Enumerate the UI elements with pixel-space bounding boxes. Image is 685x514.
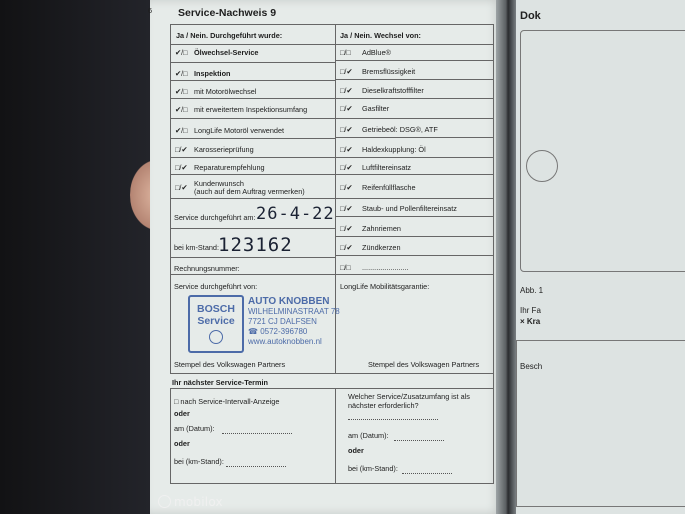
label-other: ....................... <box>362 263 409 272</box>
checkbox-karosserie[interactable]: □/✔ <box>175 145 188 154</box>
watermark: mobilox <box>158 495 223 509</box>
stamp-name: AUTO KNOBBEN <box>248 296 330 307</box>
bosch-logo-icon <box>209 330 223 344</box>
label-gasfilter: Gasfilter <box>362 104 390 113</box>
checkbox-bremsfluessigkeit[interactable]: □/✔ <box>340 67 353 76</box>
service-by-label: Service durchgeführt von: <box>174 282 258 291</box>
next-right-km-field[interactable] <box>402 472 452 474</box>
label-inspektion: Inspektion <box>194 69 231 78</box>
dark-background <box>0 0 153 514</box>
longlife-label: LongLife Mobilitätsgarantie: <box>340 282 430 291</box>
checkbox-getriebeoel[interactable]: □/✔ <box>340 125 353 134</box>
next-right-km-label: bei (km-Stand): <box>348 464 398 473</box>
adjacent-ihr-fa: Ihr Fa <box>520 306 541 315</box>
km-label: bei km-Stand: <box>174 243 220 252</box>
page-title: Service-Nachweis 9 <box>178 7 277 19</box>
stamp-city: 7721 CJ DALFSEN <box>248 317 317 326</box>
service-date-value[interactable]: 26-4-22 <box>256 204 335 224</box>
next-oder-2: oder <box>174 439 190 448</box>
km-value[interactable]: 123162 <box>218 234 293 256</box>
label-oelwechsel: Ölwechsel-Service <box>194 48 259 57</box>
label-reparatur: Reparaturempfehlung <box>194 163 265 172</box>
checkbox-erweitert[interactable]: ✔/□ <box>175 105 188 114</box>
next-date-label: am (Datum): <box>174 424 215 433</box>
service-page <box>150 0 502 514</box>
checkbox-pollenfilter[interactable]: □/✔ <box>340 204 353 213</box>
checkbox-dieselfilter[interactable]: □/✔ <box>340 86 353 95</box>
adjacent-page <box>516 0 685 514</box>
label-bremsfluessigkeit: Bremsflüssigkeit <box>362 67 416 76</box>
label-pollenfilter: Staub- und Pollenfiltereinsatz <box>362 204 457 213</box>
invoice-label: Rechnungsnummer: <box>174 264 240 273</box>
next-right-date-label: am (Datum): <box>348 431 389 440</box>
next-intervall-option[interactable]: □ nach Service-Intervall-Anzeige <box>174 397 280 406</box>
checkbox-reifenfuell[interactable]: □/✔ <box>340 183 353 192</box>
next-date-field[interactable] <box>222 432 292 434</box>
left-column-header: Ja / Nein. Durchgeführt wurde: <box>176 31 283 40</box>
stamp-street: WILHELMINASTRAAT 78 <box>248 307 340 316</box>
label-kundenwunsch-note: (auch auf dem Auftrag vermerken) <box>194 187 305 196</box>
service-date-label: Service durchgeführt am: <box>174 213 256 222</box>
next-km-label: bei (km-Stand): <box>174 457 224 466</box>
label-reifenfuell: Reifenfüllflasche <box>362 183 416 192</box>
adjacent-gauge-icon <box>526 150 558 182</box>
adjacent-besch: Besch <box>520 362 543 371</box>
label-adblue: AdBlue® <box>362 48 391 57</box>
next-service-header: Ihr nächster Service-Termin <box>172 378 268 387</box>
checkbox-adblue[interactable]: □/□ <box>340 48 351 57</box>
next-oder-1: oder <box>174 409 190 418</box>
adjacent-title: Dok <box>520 10 541 22</box>
checkbox-reparatur[interactable]: □/✔ <box>175 163 188 172</box>
next-question-field[interactable] <box>348 418 438 420</box>
adjacent-abb-label: Abb. 1 <box>520 286 544 295</box>
stamp-web: www.autoknobben.nl <box>248 337 322 346</box>
next-right-oder: oder <box>348 446 364 455</box>
label-haldex: Haldexkupplung: Öl <box>362 145 426 154</box>
label-getriebeoel: Getriebeöl: DSG®, ATF <box>362 125 438 134</box>
label-motoroelwechsel: mit Motorölwechsel <box>194 87 257 96</box>
bosch-service-logo: BOSCH Service <box>188 295 244 353</box>
stamp-caption-left: Stempel des Volkswagen Partners <box>174 360 286 369</box>
label-dieselfilter: Dieselkraftstofffilter <box>362 86 424 95</box>
label-zuendkerzen: Zündkerzen <box>362 243 401 252</box>
checkbox-kundenwunsch[interactable]: □/✔ <box>175 183 188 192</box>
checkbox-motoroelwechsel[interactable]: ✔/□ <box>175 87 188 96</box>
label-kundenwunsch: Kundenwunsch <box>194 179 244 188</box>
book-gutter <box>496 0 518 514</box>
next-km-field[interactable] <box>226 465 286 467</box>
checkbox-longlife[interactable]: ✔/□ <box>175 126 188 135</box>
checkbox-haldex[interactable]: □/✔ <box>340 145 353 154</box>
page-number: 6 <box>148 6 153 15</box>
next-right-date-field[interactable] <box>394 439 444 441</box>
checkbox-oelwechsel[interactable]: ✔/□ <box>175 48 188 57</box>
label-erweitert: mit erweitertem Inspektionsumfang <box>194 105 308 114</box>
dealer-stamp <box>188 295 348 355</box>
label-zahnriemen: Zahnriemen <box>362 224 401 233</box>
label-longlife: LongLife Motoröl verwendet <box>194 126 285 135</box>
right-column-header: Ja / Nein. Wechsel von: <box>340 31 421 40</box>
checkbox-other[interactable]: □/□ <box>340 263 351 272</box>
adjacent-kra: × Kra <box>520 317 541 326</box>
mobilox-logo-icon <box>158 495 171 508</box>
stamp-phone: ☎ 0572-396780 <box>248 327 308 336</box>
checkbox-luftfilter[interactable]: □/✔ <box>340 163 353 172</box>
stamp-caption-right: Stempel des Volkswagen Partners <box>368 360 480 369</box>
checkbox-gasfilter[interactable]: □/✔ <box>340 104 353 113</box>
label-luftfilter: Luftfiltereinsatz <box>362 163 412 172</box>
label-karosserie: Karosserieprüfung <box>194 145 254 154</box>
checkbox-inspektion[interactable]: ✔/□ <box>175 69 188 78</box>
checkbox-zahnriemen[interactable]: □/✔ <box>340 224 353 233</box>
checkbox-zuendkerzen[interactable]: □/✔ <box>340 243 353 252</box>
next-question: Welcher Service/Zusatzumfang ist als nächster erforderlich? <box>348 392 470 410</box>
